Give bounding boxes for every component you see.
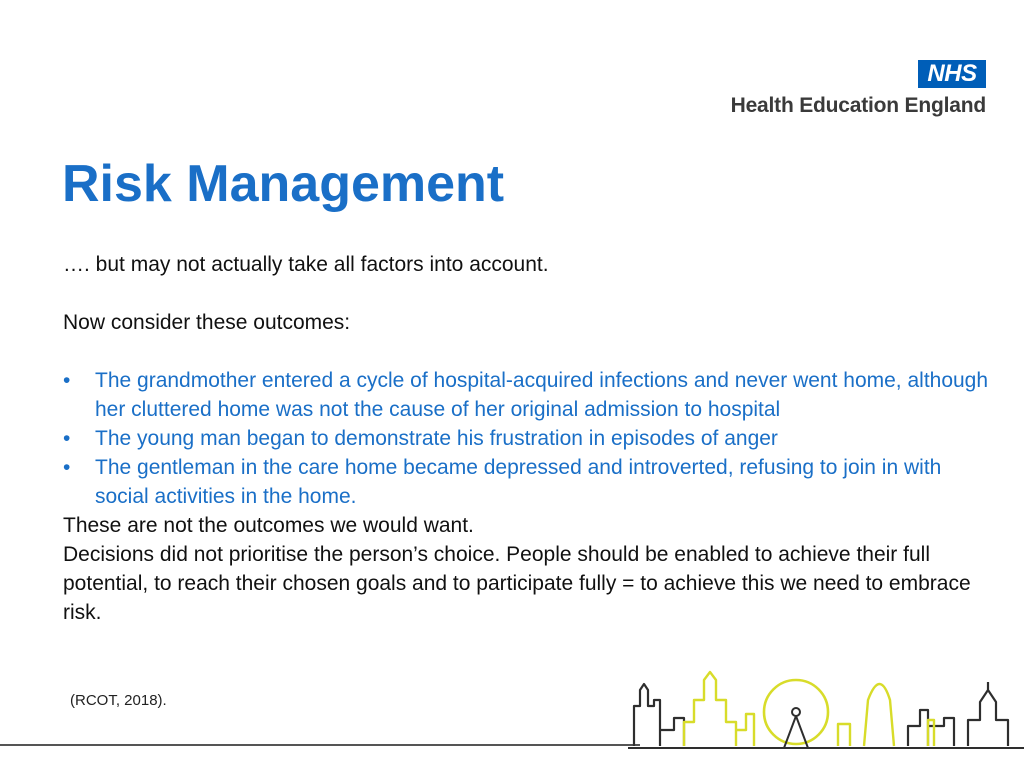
- slide-body: [63, 250, 993, 627]
- bullet-icon: •: [63, 427, 71, 450]
- outcomes-list: [63, 366, 993, 511]
- bullet-icon: •: [63, 369, 71, 392]
- organisation-name: Health Education England: [730, 94, 986, 117]
- citation: (RCOT, 2018).: [70, 692, 167, 709]
- spacer: [63, 279, 993, 308]
- outcome-item: [63, 366, 993, 424]
- closing-statement: These are not the outcomes we would want.: [63, 514, 474, 537]
- nhs-badge: NHS: [918, 60, 986, 88]
- spacer: [63, 337, 993, 366]
- slide-title: Risk Management: [62, 155, 505, 213]
- footer-divider: [0, 744, 640, 746]
- ferris-wheel-hub: [792, 708, 800, 716]
- outcome-item: [63, 453, 993, 511]
- hee-logo: [696, 60, 986, 122]
- ferris-wheel: [764, 680, 828, 744]
- prompt-text: Now consider these outcomes:: [63, 311, 351, 334]
- london-skyline-icon: [628, 660, 1024, 760]
- bullet-icon: •: [63, 456, 71, 479]
- outcome-text: The young man began to demonstrate his frustration in episodes of anger: [95, 427, 778, 450]
- outcome-text: The gentleman in the care home became depressed and introverted, refusing to join in with social activities in the home.: [95, 456, 942, 508]
- closing-paragraph: Decisions did not prioritise the person’s choice. People should be enabled to achieve their full potential, to reach their chosen goals and to participate fully = to achieve this we need to embrace risk.: [63, 543, 971, 624]
- intro-text: …. but may not actually take all factors into account.: [63, 253, 549, 276]
- outcome-text: The grandmother entered a cycle of hospital-acquired infections and never went home, although her cluttered home was not the cause of her original admission to hospital: [95, 369, 989, 421]
- outcome-item: [63, 424, 993, 453]
